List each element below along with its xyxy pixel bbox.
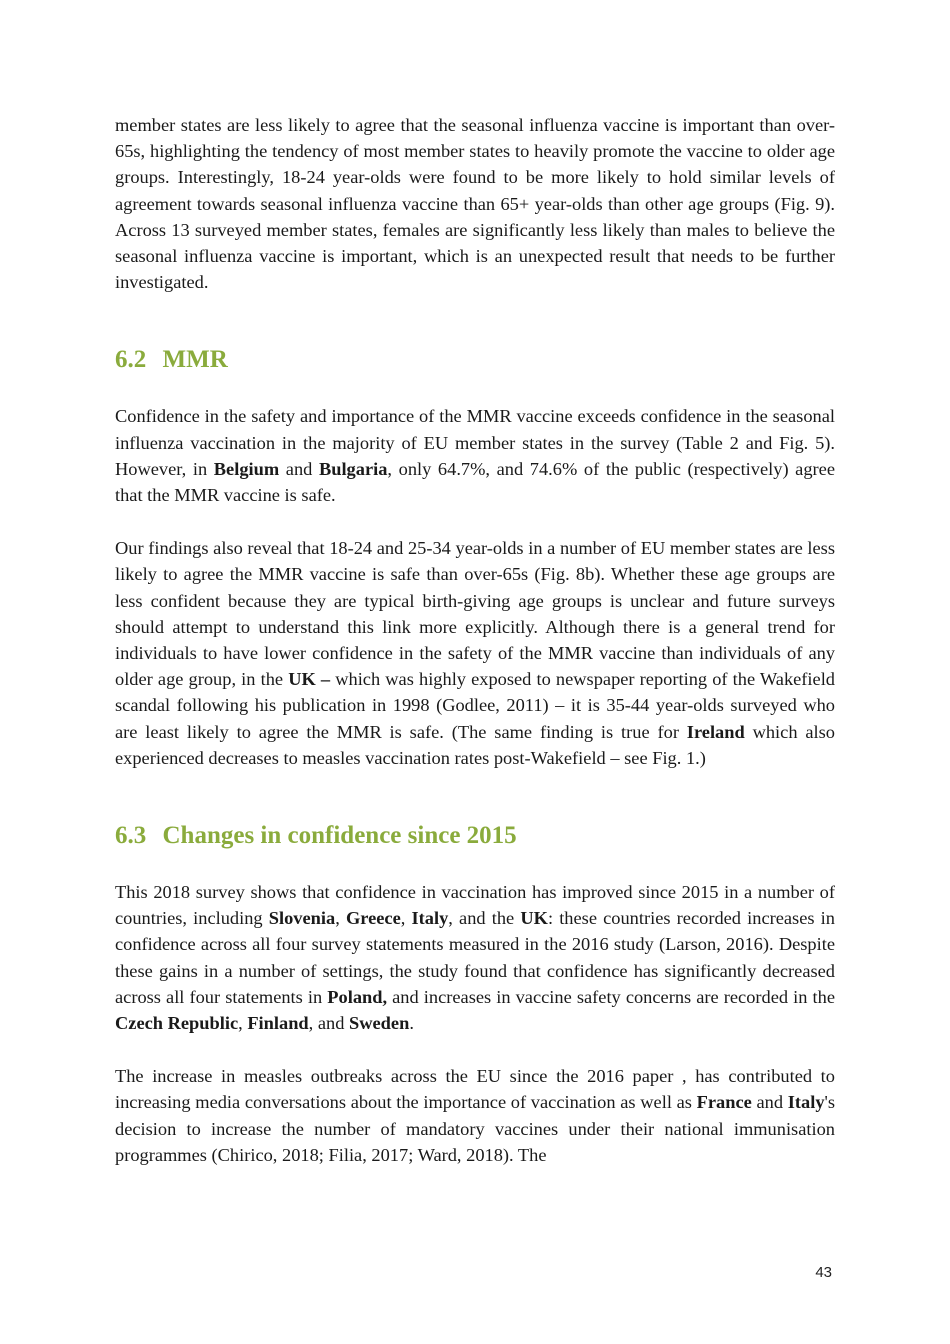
country-bulgaria: Bulgaria	[318, 458, 388, 479]
section-number: 6.2	[115, 346, 147, 374]
changes-paragraph-2: The increase in measles outbreaks across the EU since the 2016 paper , has contributed to increasing media conversations about the importance of vaccination as well as France and Italy's decision to increase the number of mandatory vaccines under their national immunisation programmes (Chirico, 2018; Filia, 2017; Ward, 2018). The	[115, 1066, 836, 1165]
mmr-paragraph-2: Our findings also reveal that 18-24 and 25-34 year-olds in a number of EU member states are less likely to agree the MMR vaccine is safe than over-65s (Fig. 8b). Whether these age groups are less confident because they are typical birth-giving age groups is unclear and future surveys should attempt to understand this link more explicitly. Although there is a general trend for individuals to have lower confidence in the safety of the MMR vaccine than individuals of any older age group, in the UK – which was highly exposed to newspaper reporting of the Wakefield scandal following his publication in 1998 (Godlee, 2011) – it is 35-44 year-olds surveyed who are least likely to agree the MMR is safe. (The same finding is true for Ireland which also experienced decreases to measles vaccination rates post-Wakefield – see Fig. 1.)	[115, 538, 835, 768]
section-title: Changes in confidence since 2015	[162, 822, 517, 850]
page-number: 43	[815, 1264, 832, 1281]
country-czech-republic: Czech Republic	[115, 1013, 239, 1034]
section-title: MMR	[162, 346, 228, 374]
country-ireland: Ireland	[686, 721, 745, 742]
country-france: France	[696, 1092, 752, 1113]
country-slovenia: Slovenia	[268, 908, 336, 929]
country-italy: Italy	[411, 908, 449, 929]
section-heading-changes	[115, 821, 835, 851]
country-uk: UK –	[288, 669, 331, 690]
intro-text: member states are less likely to agree that the seasonal influenza vaccine is important than over-65s, highlighting the tendency of most member states to heavily promote the vaccine to older age groups. Interestingly, 18-24 year-olds were found to be more likely to hold similar levels of agreement towards seasonal influenza vaccine than 65+ year-olds than other age groups (Fig. 9). Across 13 surveyed member states, females are significantly less likely than males to believe the seasonal influenza vaccine is important, which is an unexpected result that needs to be further investigated.	[115, 115, 835, 293]
section-heading-mmr	[115, 345, 835, 375]
intro-paragraph	[115, 112, 835, 295]
mmr-paragraph-1: Confidence in the safety and importance of the MMR vaccine exceeds confidence in the seasonal influenza vaccination in the majority of EU member states in the survey (Table 2 and Fig. 5). However, in Belgium and Bulgaria, only 64.7%, and 74.6% of the public (respectively) agree that the MMR vaccine is safe.	[115, 406, 835, 506]
country-poland: Poland,	[327, 986, 388, 1007]
section-number: 6.3	[115, 822, 147, 850]
country-sweden: Sweden	[349, 1013, 410, 1034]
country-greece: Greece	[345, 908, 401, 929]
country-uk: UK	[520, 908, 548, 929]
country-finland: Finland	[247, 1013, 309, 1034]
country-belgium: Belgium	[213, 458, 280, 479]
country-italy: Italy	[787, 1092, 825, 1113]
changes-paragraph-1: This 2018 survey shows that confidence in vaccination has improved since 2015 in a number of countries, including Slovenia, Greece, Italy, and the UK: these countries recorded increases in confidence across all four survey statements measured in the 2016 study (Larson, 2016). Despite these gains in a number of settings, the study found that confidence has significantly decreased across all four statements in Poland, and increases in vaccine safety concerns are recorded in the Czech Republic, Finland, and Sweden.	[115, 882, 835, 1034]
page-content	[115, 112, 835, 1168]
